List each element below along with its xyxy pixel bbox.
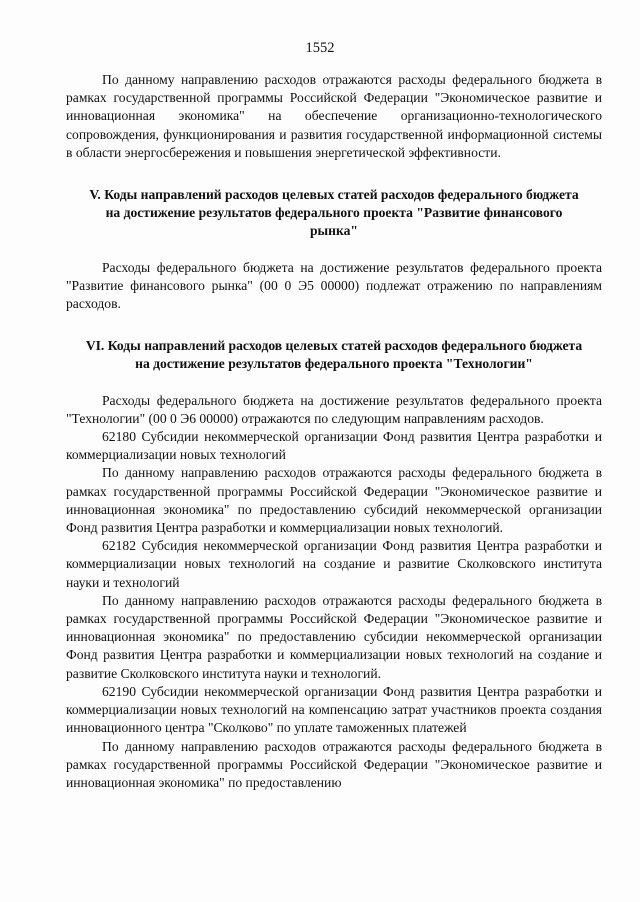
code-entry-62182: 62182 Субсидия некоммерческой организации Фонд развития Центра разработки и коммерциализации новых технологий на создание и развитие Сколковского института науки и технологий: [66, 538, 602, 590]
spacer: [66, 374, 602, 392]
spacer: [66, 162, 602, 186]
paragraph-financial-market: Расходы федерального бюджета на достижение результатов федерального проекта "Развитие финансового рынка" (00 0 Э5 00000) подлежат отражению по направлениям расходов.: [66, 259, 602, 312]
page-number: 1552: [305, 40, 335, 56]
spacer: [66, 313, 602, 337]
code-entry-62180: 62180 Субсидии некоммерческой организации Фонд развития Центра разработки и коммерциализации новых технологий: [66, 429, 602, 463]
spacer: [66, 241, 602, 259]
paragraph-62182-description: По данному направлению расходов отражаются расходы федерального бюджета в рамках государственной программы Российской Федерации "Экономическое развитие и инновационная экономика" по предоставлению субсидии некоммерческой организации Фонд развития Центра разработки и коммерциализации новых технологий на создание и развитие Сколковского института науки и технологий.: [66, 592, 602, 681]
section-heading-v: V. Коды направлений расходов целевых статей расходов федерального бюджета на достижение результатов федерального проекта "Развитие финансового рынка": [89, 187, 579, 239]
document-body: [66, 71, 602, 792]
paragraph-62190-description: По данному направлению расходов отражаются расходы федерального бюджета в рамках государственной программы Российской Федерации "Экономическое развитие и инновационная экономика" по предоставлению: [66, 738, 602, 790]
section-heading-vi: VI. Коды направлений расходов целевых статей расходов федерального бюджета на достижение результатов федерального проекта "Технологии": [85, 338, 583, 372]
paragraph-technologies-intro: Расходы федерального бюджета на достижение результатов федерального проекта "Технологии" (00 0 Э6 00000) отражаются по следующим направлениям расходов.: [66, 392, 602, 426]
paragraph-62180-description: По данному направлению расходов отражаются расходы федерального бюджета в рамках государственной программы Российской Федерации "Экономическое развитие и инновационная экономика" по предоставлению субсидий некоммерческой организации Фонд развития Центра разработки и коммерциализации новых технологий.: [66, 465, 602, 536]
paragraph-energy-info-system: По данному направлению расходов отражаются расходы федерального бюджета в рамках государственной программы Российской Федерации "Экономическое развитие и инновационная экономика" на обеспечение организационно-технологического сопровождения, функционирования и развития государственной информационной системы в области энергосбережения и повышения энергетической эффективности.: [66, 72, 602, 160]
code-entry-62190: 62190 Субсидии некоммерческой организации Фонд развития Центра разработки и коммерциализации новых технологий на компенсацию затрат участников проекта создания инновационного центра "Сколково" по уплате таможенных платежей: [66, 683, 602, 736]
